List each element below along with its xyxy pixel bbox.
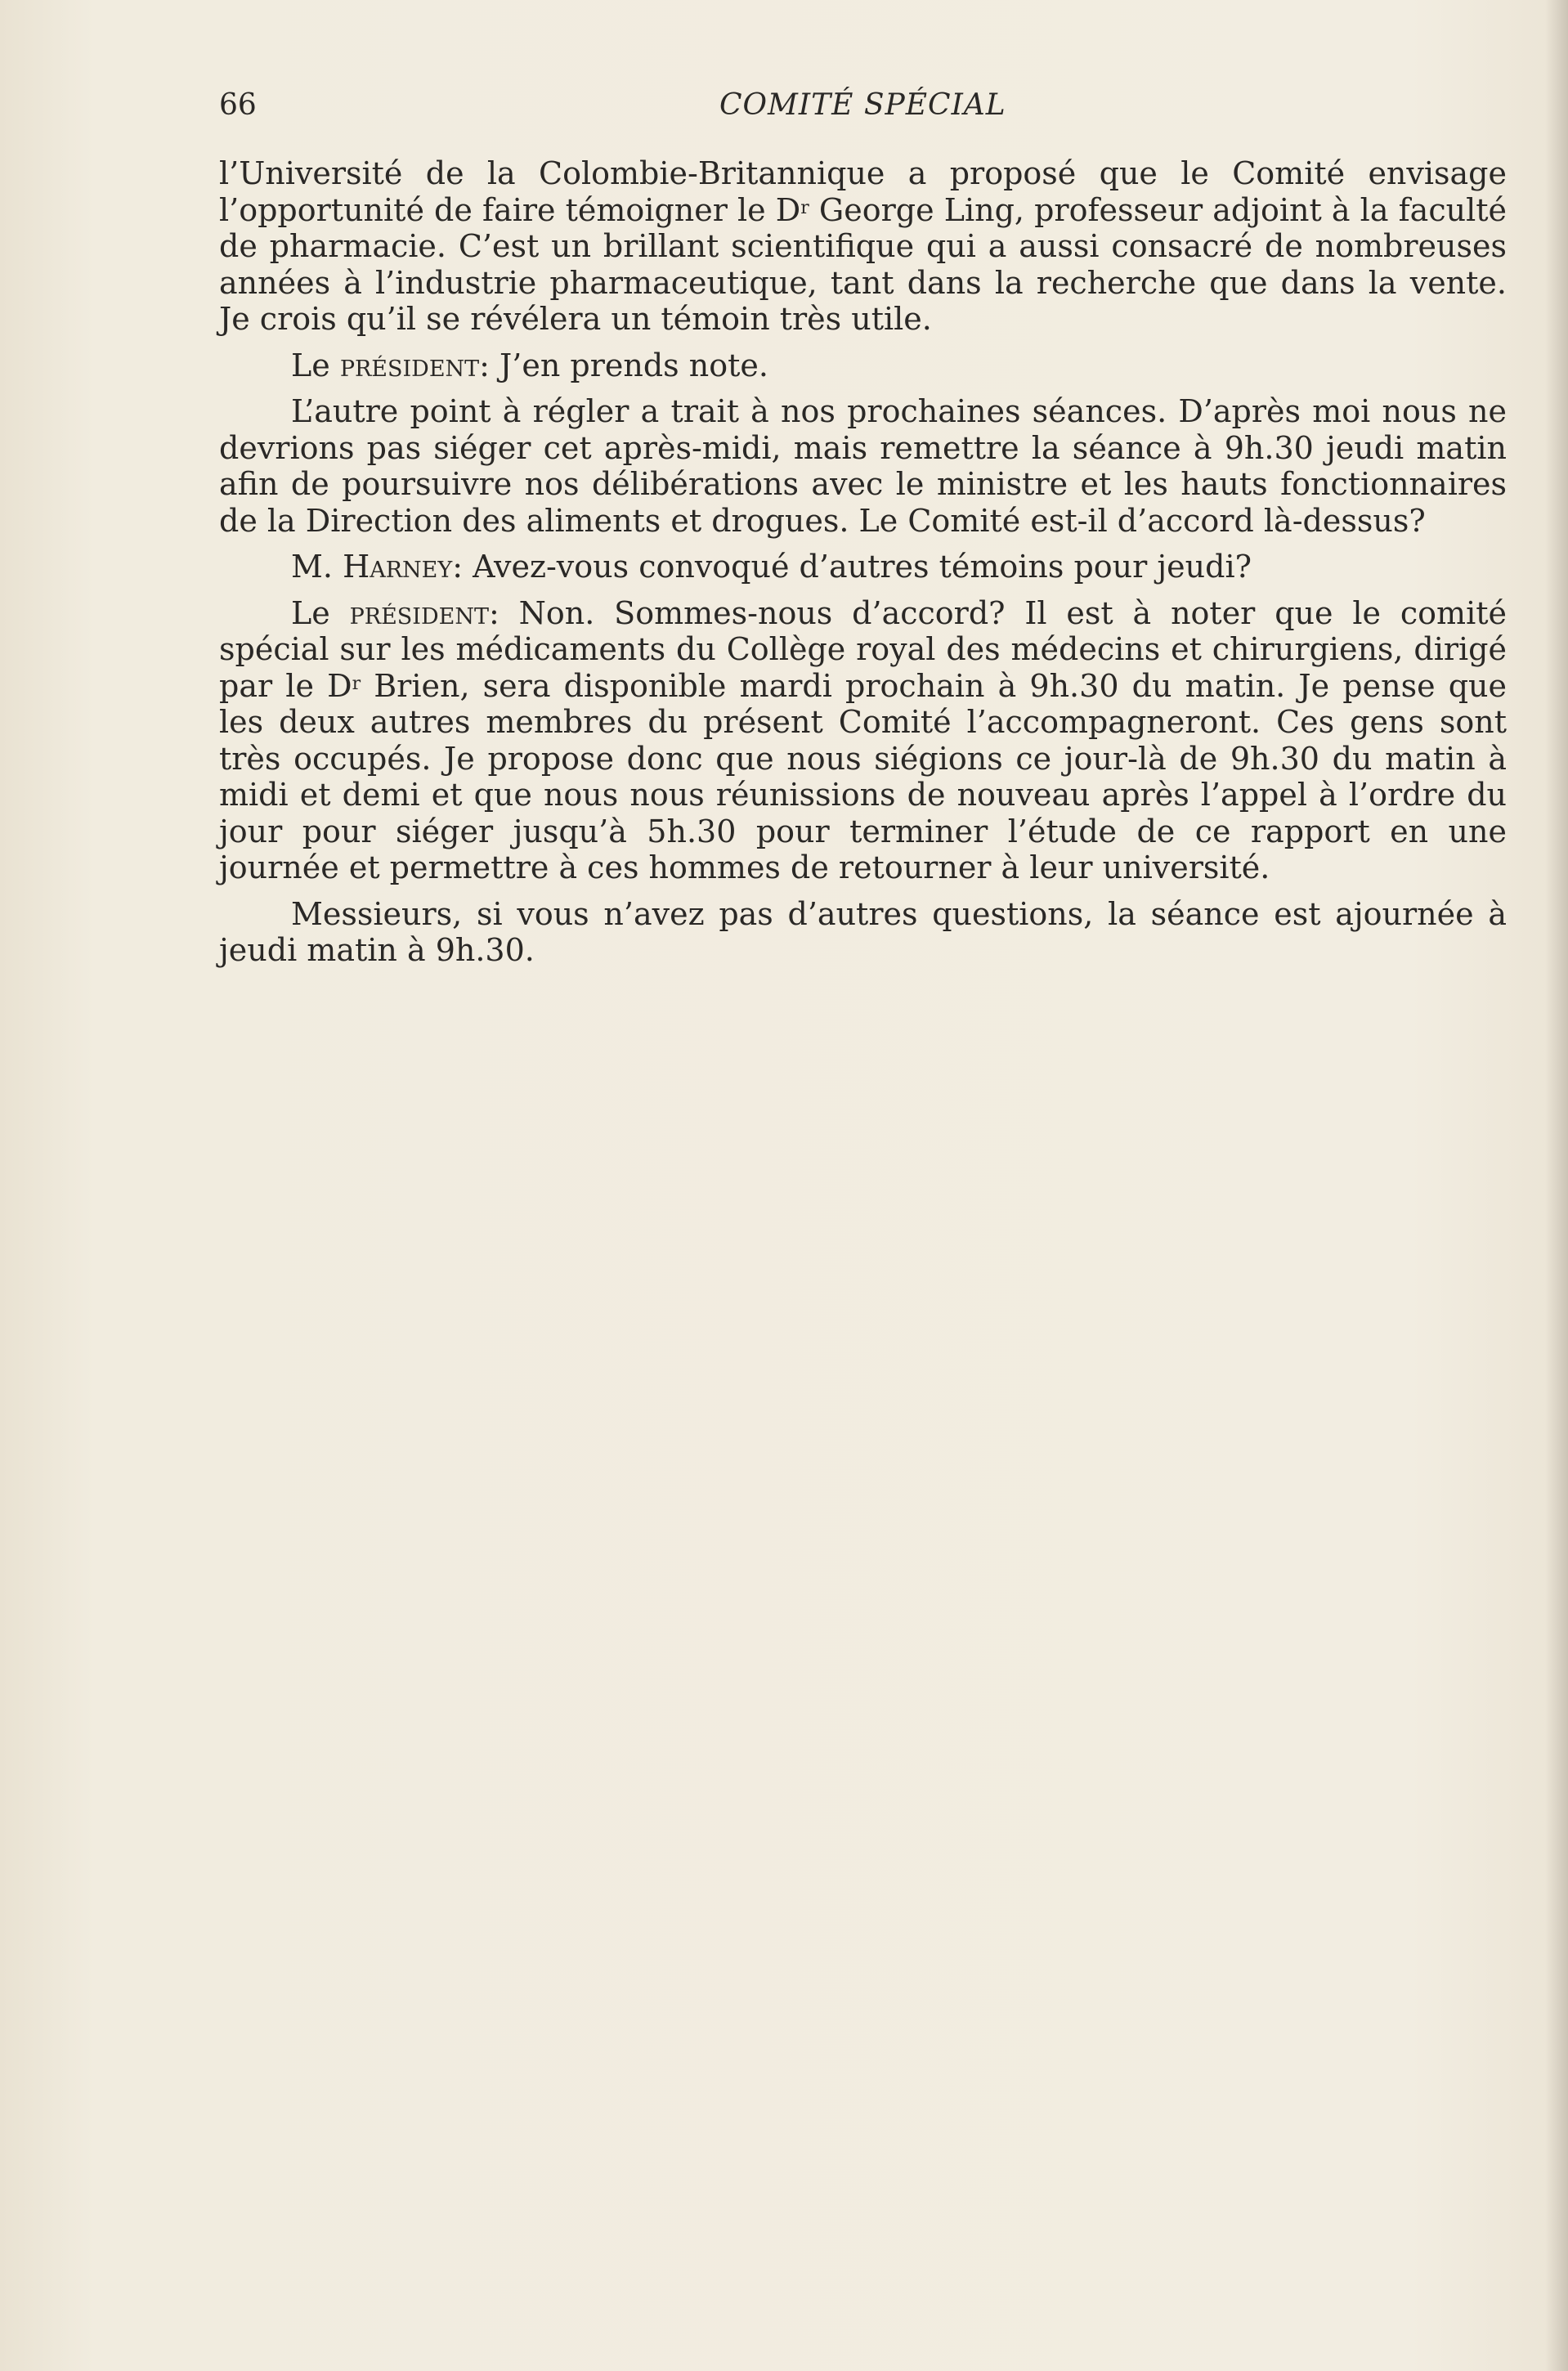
superscript-r: r [352,673,361,694]
speaker-prefix: Le [291,347,340,383]
speaker-name: Harney [343,549,453,585]
paragraph-2-text: : J’en prends note. [479,347,768,383]
paragraph-1 [219,155,1507,338]
paragraph-4-text: : Avez-vous convoqué d’autres témoins pour jeudi? [452,549,1252,585]
speaker-name: président [349,594,489,631]
paragraph-5 [219,595,1507,886]
page-spine-shadow [1545,0,1568,2371]
running-title: COMITÉ SPÉCIAL [719,88,1006,122]
page-number: 66 [219,88,257,122]
speaker-prefix: M. [291,549,343,585]
paragraph-5-text-rest: Brien, sera disponible mardi prochain à 9h.30 du matin. Je pense que les deux autres membres du présent Comité l’accompagneront. Ces gens sont très occupés. Je propose donc que nous siégions ce jour-là de 9h.30 du matin à midi et demi et que nous nous réunissions de nouveau après l’appel à l’ordre du jour pour siéger jusqu’à 5h.30 pour terminer l’étude de ce rapport en une journée et permettre à ces hommes de retourner à leur université. [219,667,1507,885]
body-text [219,155,1507,979]
paragraph-2 [219,347,1507,384]
paragraph-6: Messieurs, si vous n’avez pas d’autres questions, la séance est ajournée à jeudi matin à 9h.30. [219,895,1507,968]
speaker-name: président [339,347,480,383]
paragraph-3: L’autre point à régler a trait à nos prochaines séances. D’après moi nous ne devrions pas siéger cet après-midi, mais remettre la séance à 9h.30 jeudi matin afin de poursuivre nos délibérations avec le ministre et les hauts fonctionnaires de la Direction des aliments et drogues. Le Comité est-il d’accord là-dessus? [219,393,1507,539]
page-header [219,88,1347,129]
speaker-prefix: Le [291,594,350,631]
paragraph-4 [219,549,1507,585]
paragraph-5-text: : Non. Sommes-nous d’accord? Il est à noter que le comité spécial sur les médicaments du Collège royal des médecins et chirurgiens, dirigé par le D [219,594,1507,704]
superscript-r: r [800,197,809,218]
paragraph-1-text: l’Université de la Colombie-Britannique a proposé que le Comité envisage l’opportunité de faire témoigner le D [219,155,1507,228]
paragraph-1-text-rest: George Ling, professeur adjoint à la faculté de pharmacie. C’est un brillant scientifique qui a aussi consacré de nombreuses années à l’industrie pharmaceutique, tant dans la recherche que dans la vente. Je crois qu’il se révélera un témoin très utile. [219,191,1507,337]
